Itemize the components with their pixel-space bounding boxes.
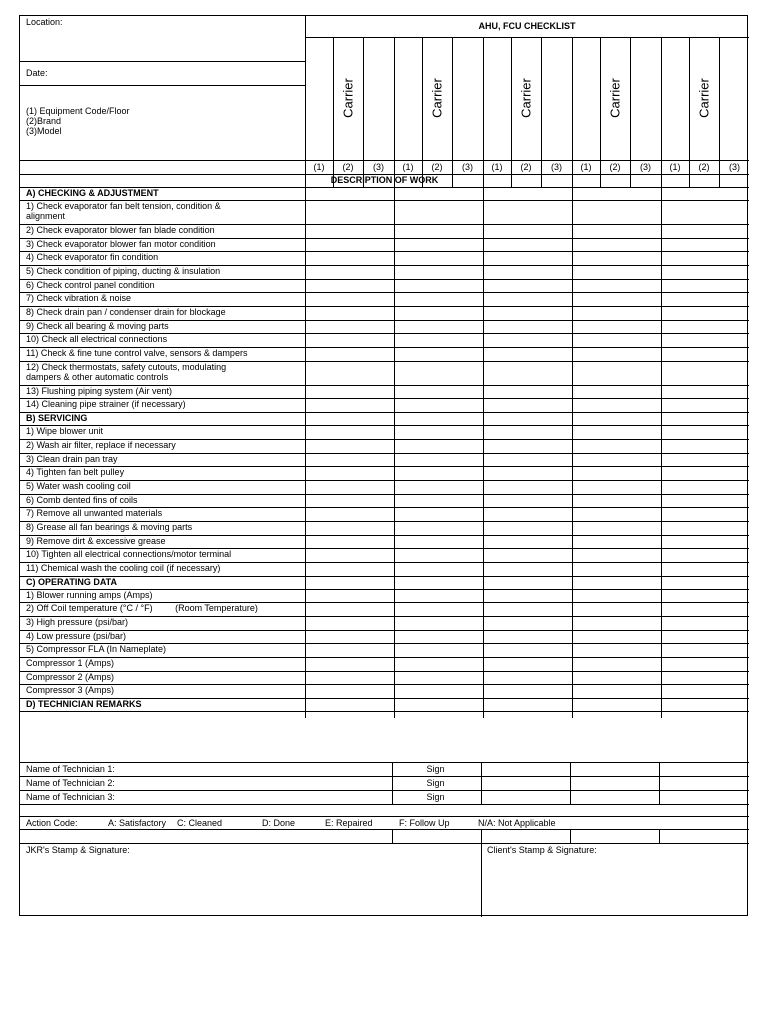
unit-2-check-cell[interactable] (394, 494, 483, 508)
unit-5-check-cell[interactable] (661, 671, 750, 685)
unit-5-check-cell[interactable] (661, 306, 750, 320)
unit-1-check-cell[interactable] (305, 279, 394, 293)
work-item-label: 3) Check evaporator blower fan motor condition (26, 238, 216, 249)
brand-label-unit-2: Carrier (429, 78, 445, 118)
unit-1-check-cell[interactable] (305, 453, 394, 467)
technician-1-signature-field[interactable] (481, 762, 749, 776)
work-item-label: 1) Blower running amps (Amps) (26, 589, 153, 600)
grid-line (481, 829, 482, 843)
unit-4-check-cell[interactable] (572, 320, 661, 334)
unit-5-check-cell[interactable] (661, 398, 750, 412)
unit-5-check-cell[interactable] (661, 602, 750, 616)
unit-4-check-cell[interactable] (572, 548, 661, 562)
unit-2-check-cell[interactable] (394, 657, 483, 671)
unit-4-sub-label-1: (1) (580, 162, 592, 172)
checklist-title: AHU, FCU CHECKLIST (478, 21, 576, 31)
unit-5-check-cell[interactable] (661, 385, 750, 399)
grid-line (392, 762, 393, 804)
unit-3-check-cell[interactable] (483, 306, 572, 320)
unit-2-check-cell[interactable] (394, 466, 483, 480)
grid-line (20, 816, 749, 817)
unit-4-check-cell[interactable] (572, 494, 661, 508)
technician-3-sign-label: Sign (426, 792, 445, 802)
unit-2-check-cell[interactable] (394, 602, 483, 616)
technician-2-signature-field[interactable] (481, 776, 749, 790)
work-item-label: 9) Check all bearing & moving parts (26, 320, 169, 331)
work-item-label: 4) Tighten fan belt pulley (26, 467, 125, 478)
grid-line (20, 160, 749, 161)
unit-3-check-cell[interactable] (483, 292, 572, 306)
unit-2-check-cell[interactable] (394, 224, 483, 238)
unit-2-check-cell[interactable] (394, 643, 483, 657)
unit-1-check-cell[interactable] (305, 265, 394, 279)
work-item-label: 12) Check thermostats, safety cutouts, modulating dampers & other automatic controls (26, 361, 227, 382)
unit-3-check-cell[interactable] (483, 265, 572, 279)
work-item-label: 10) Tighten all electrical connections/motor terminal (26, 549, 232, 560)
unit-3-check-cell[interactable] (483, 480, 572, 494)
unit-1-check-cell[interactable] (305, 602, 394, 616)
unit-1-check-cell[interactable] (305, 535, 394, 549)
unit-2-check-cell[interactable] (394, 616, 483, 630)
unit-5-check-cell[interactable] (661, 589, 750, 603)
action-code-label: Action Code: (26, 818, 78, 828)
unit-4-check-cell[interactable] (572, 616, 661, 630)
unit-4-check-cell[interactable] (572, 521, 661, 535)
unit-4-check-cell[interactable] (572, 630, 661, 644)
unit-2-check-cell[interactable] (394, 361, 483, 385)
unit-3-check-cell[interactable] (483, 602, 572, 616)
grid-line (570, 829, 571, 843)
action-code-item: A: Satisfactory (108, 818, 167, 828)
technician-1-sign-label: Sign (426, 764, 445, 774)
remarks-title: D) TECHNICIAN REMARKS (26, 699, 142, 709)
unit-3-check-cell[interactable] (483, 439, 572, 453)
unit-2-check-cell[interactable] (394, 320, 483, 334)
unit-5-check-cell[interactable] (661, 657, 750, 671)
technician-3-label: Name of Technician 3: (26, 792, 115, 802)
unit-1-check-cell[interactable] (305, 548, 394, 562)
unit-5-sub-label-1: (1) (669, 162, 681, 172)
unit-2-check-cell[interactable] (394, 425, 483, 439)
date-field[interactable] (60, 61, 305, 85)
section-2-title: B) SERVICING (26, 413, 88, 424)
work-item-label: Compressor 3 (Amps) (26, 685, 115, 696)
location-label: Location: (26, 17, 63, 27)
technician-2-name-field[interactable] (130, 776, 390, 790)
technician-1-label: Name of Technician 1: (26, 764, 115, 774)
unit-1-check-cell[interactable] (305, 347, 394, 361)
unit-3-check-cell[interactable] (483, 361, 572, 385)
unit-5-check-cell[interactable] (661, 548, 750, 562)
unit-1-check-cell[interactable] (305, 224, 394, 238)
work-item-label: 7) Check vibration & noise (26, 293, 132, 304)
unit-5-sub-label-3: (3) (729, 162, 740, 172)
work-item-label: 3) Clean drain pan tray (26, 453, 118, 464)
unit-3-check-cell[interactable] (483, 657, 572, 671)
unit-2-check-cell[interactable] (394, 333, 483, 347)
unit-5-check-cell[interactable] (661, 279, 750, 293)
unit-4-check-cell[interactable] (572, 602, 661, 616)
unit-3-check-cell[interactable] (483, 320, 572, 334)
action-code-item: D: Done (262, 818, 296, 828)
unit-5-check-cell[interactable] (661, 521, 750, 535)
grid-line (570, 762, 571, 804)
unit-2-check-cell[interactable] (394, 562, 483, 576)
unit-1-check-cell[interactable] (305, 684, 394, 698)
unit-3-check-cell[interactable] (483, 535, 572, 549)
unit-1-check-cell[interactable] (305, 589, 394, 603)
unit-2-check-cell[interactable] (394, 347, 483, 361)
unit-4-check-cell[interactable] (572, 306, 661, 320)
work-item-label: 8) Check drain pan / condenser drain for blockage (26, 307, 226, 318)
section-3-title: C) OPERATING DATA (26, 576, 117, 587)
unit-5-check-cell[interactable] (661, 425, 750, 439)
unit-1-check-cell[interactable] (305, 333, 394, 347)
grid-line (20, 804, 749, 805)
grid-line (659, 762, 660, 804)
technician-1-name-field[interactable] (130, 762, 390, 776)
unit-2-sub-label-3: (3) (462, 162, 473, 172)
unit-4-check-cell[interactable] (572, 279, 661, 293)
technician-3-signature-field[interactable] (481, 790, 749, 804)
unit-3-check-cell[interactable] (483, 347, 572, 361)
unit-5-check-cell[interactable] (661, 643, 750, 657)
unit-1-check-cell[interactable] (305, 425, 394, 439)
unit-3-check-cell[interactable] (483, 333, 572, 347)
unit-5-check-cell[interactable] (661, 224, 750, 238)
unit-2-check-cell[interactable] (394, 251, 483, 265)
work-item-label: 11) Chemical wash the cooling coil (if necessary) (26, 562, 221, 573)
work-item-label: 5) Check condition of piping, ducting & insulation (26, 266, 221, 277)
unit-2-check-cell[interactable] (394, 671, 483, 685)
unit-4-col-3-entry[interactable] (630, 37, 661, 160)
brand-label-unit-1: Carrier (340, 78, 356, 118)
work-item-label: 11) Check & fine tune control valve, sensors & dampers (26, 348, 248, 359)
unit-1-check-cell[interactable] (305, 507, 394, 521)
unit-5-check-cell[interactable] (661, 347, 750, 361)
section-1-title: A) CHECKING & ADJUSTMENT (26, 188, 159, 198)
unit-1-check-cell[interactable] (305, 480, 394, 494)
unit-1-check-cell[interactable] (305, 306, 394, 320)
brand-label-unit-5: Carrier (696, 78, 712, 118)
unit-1-check-cell[interactable] (305, 630, 394, 644)
unit-2-check-cell[interactable] (394, 439, 483, 453)
unit-1-check-cell[interactable] (305, 200, 394, 224)
work-item-label: 9) Remove dirt & excessive grease (26, 535, 166, 546)
unit-1-sub-label-2: (2) (342, 162, 354, 172)
unit-3-col-1-entry[interactable] (483, 37, 511, 160)
unit-4-check-cell[interactable] (572, 589, 661, 603)
work-item-label: 14) Cleaning pipe strainer (if necessary) (26, 399, 186, 410)
unit-3-check-cell[interactable] (483, 224, 572, 238)
work-item-label: 2) Check evaporator blower fan blade condition (26, 225, 215, 235)
unit-4-sub-label-2: (2) (609, 162, 621, 172)
unit-4-check-cell[interactable] (572, 425, 661, 439)
work-item-label: Compressor 2 (Amps) (26, 671, 115, 682)
unit-3-check-cell[interactable] (483, 200, 572, 224)
grid-line (20, 829, 749, 830)
work-item-label: Compressor 1 (Amps) (26, 658, 115, 669)
remarks-field[interactable] (20, 712, 749, 762)
unit-5-col-3-entry[interactable] (719, 37, 750, 160)
unit-2-check-cell[interactable] (394, 200, 483, 224)
unit-3-check-cell[interactable] (483, 630, 572, 644)
unit-4-check-cell[interactable] (572, 507, 661, 521)
action-code-item: C: Cleaned (177, 818, 223, 828)
unit-3-check-cell[interactable] (483, 238, 572, 252)
brand-label-unit-3: Carrier (518, 78, 534, 118)
unit-4-check-cell[interactable] (572, 684, 661, 698)
unit-4-check-cell[interactable] (572, 238, 661, 252)
unit-2-sub-label-1: (1) (402, 162, 414, 172)
unit-4-check-cell[interactable] (572, 361, 661, 385)
unit-5-check-cell[interactable] (661, 333, 750, 347)
unit-3-check-cell[interactable] (483, 385, 572, 399)
unit-5-check-cell[interactable] (661, 616, 750, 630)
unit-3-check-cell[interactable] (483, 684, 572, 698)
unit-2-check-cell[interactable] (394, 306, 483, 320)
unit-5-check-cell[interactable] (661, 535, 750, 549)
unit-4-check-cell[interactable] (572, 657, 661, 671)
unit-4-check-cell[interactable] (572, 200, 661, 224)
unit-5-check-cell[interactable] (661, 361, 750, 385)
unit-1-check-cell[interactable] (305, 361, 394, 385)
unit-5-sub-label-2: (2) (698, 162, 710, 172)
unit-3-check-cell[interactable] (483, 616, 572, 630)
unit-3-check-cell[interactable] (483, 466, 572, 480)
unit-1-check-cell[interactable] (305, 238, 394, 252)
unit-1-sub-label-3: (3) (373, 162, 384, 172)
unit-5-col-1-entry[interactable] (661, 37, 689, 160)
work-item-label: 5) Compressor FLA (In Nameplate) (26, 644, 167, 655)
grid-line (659, 829, 660, 843)
unit-1-sub-label-1: (1) (313, 162, 325, 172)
unit-4-check-cell[interactable] (572, 466, 661, 480)
unit-3-check-cell[interactable] (483, 643, 572, 657)
unit-4-check-cell[interactable] (572, 292, 661, 306)
technician-3-name-field[interactable] (130, 790, 390, 804)
unit-3-check-cell[interactable] (483, 507, 572, 521)
unit-5-check-cell[interactable] (661, 238, 750, 252)
unit-3-check-cell[interactable] (483, 453, 572, 467)
unit-5-check-cell[interactable] (661, 292, 750, 306)
unit-1-check-cell[interactable] (305, 657, 394, 671)
unit-4-check-cell[interactable] (572, 643, 661, 657)
unit-2-sub-label-2: (2) (431, 162, 443, 172)
action-code-item: F: Follow Up (399, 818, 450, 828)
unit-3-check-cell[interactable] (483, 494, 572, 508)
unit-3-sub-label-3: (3) (551, 162, 562, 172)
unit-2-check-cell[interactable] (394, 630, 483, 644)
work-item-label: 2) Wash air filter, replace if necessary (26, 439, 176, 450)
unit-5-check-cell[interactable] (661, 466, 750, 480)
unit-2-check-cell[interactable] (394, 684, 483, 698)
unit-5-check-cell[interactable] (661, 200, 750, 224)
work-item-label: 4) Check evaporator fin condition (26, 252, 159, 263)
unit-1-check-cell[interactable] (305, 292, 394, 306)
unit-1-check-cell[interactable] (305, 643, 394, 657)
work-item-label: 6) Comb dented fins of coils (26, 494, 138, 505)
unit-1-check-cell[interactable] (305, 494, 394, 508)
unit-3-check-cell[interactable] (483, 251, 572, 265)
unit-5-check-cell[interactable] (661, 320, 750, 334)
work-item-label: 10) Check all electrical connections (26, 334, 168, 345)
unit-5-check-cell[interactable] (661, 480, 750, 494)
unit-4-check-cell[interactable] (572, 453, 661, 467)
unit-3-check-cell[interactable] (483, 425, 572, 439)
unit-4-check-cell[interactable] (572, 439, 661, 453)
unit-3-check-cell[interactable] (483, 521, 572, 535)
unit-1-check-cell[interactable] (305, 562, 394, 576)
unit-4-check-cell[interactable] (572, 385, 661, 399)
unit-3-check-cell[interactable] (483, 589, 572, 603)
unit-3-check-cell[interactable] (483, 548, 572, 562)
unit-2-check-cell[interactable] (394, 548, 483, 562)
action-code-item: E: Repaired (325, 818, 373, 828)
date-label: Date: (26, 68, 48, 78)
unit-2-check-cell[interactable] (394, 535, 483, 549)
work-item-label: 7) Remove all unwanted materials (26, 508, 163, 519)
grid-line (481, 762, 482, 804)
unit-3-sub-label-2: (2) (520, 162, 532, 172)
unit-4-check-cell[interactable] (572, 480, 661, 494)
description-of-work-title: DESCRIPTION OF WORK (330, 175, 439, 185)
unit-2-check-cell[interactable] (394, 279, 483, 293)
unit-4-check-cell[interactable] (572, 251, 661, 265)
unit-1-check-cell[interactable] (305, 616, 394, 630)
unit-4-check-cell[interactable] (572, 562, 661, 576)
unit-4-check-cell[interactable] (572, 265, 661, 279)
unit-4-check-cell[interactable] (572, 347, 661, 361)
unit-2-check-cell[interactable] (394, 589, 483, 603)
unit-2-check-cell[interactable] (394, 453, 483, 467)
unit-1-check-cell[interactable] (305, 320, 394, 334)
unit-2-check-cell[interactable] (394, 385, 483, 399)
unit-4-check-cell[interactable] (572, 535, 661, 549)
unit-2-check-cell[interactable] (394, 507, 483, 521)
unit-4-check-cell[interactable] (572, 398, 661, 412)
unit-5-check-cell[interactable] (661, 439, 750, 453)
unit-3-check-cell[interactable] (483, 279, 572, 293)
work-item-label: 4) Low pressure (psi/bar) (26, 630, 127, 641)
unit-5-check-cell[interactable] (661, 562, 750, 576)
work-item-label: 3) High pressure (psi/bar) (26, 617, 129, 627)
unit-2-check-cell[interactable] (394, 398, 483, 412)
unit-1-check-cell[interactable] (305, 385, 394, 399)
grid-line (392, 829, 393, 843)
unit-5-check-cell[interactable] (661, 265, 750, 279)
unit-2-check-cell[interactable] (394, 238, 483, 252)
unit-1-check-cell[interactable] (305, 439, 394, 453)
work-item-label: 5) Water wash cooling coil (26, 480, 131, 491)
unit-5-check-cell[interactable] (661, 684, 750, 698)
location-field[interactable] (80, 16, 305, 61)
unit-4-col-1-entry[interactable] (572, 37, 600, 160)
unit-5-check-cell[interactable] (661, 494, 750, 508)
unit-4-check-cell[interactable] (572, 671, 661, 685)
action-code-item: N/A: Not Applicable (478, 818, 556, 828)
client-stamp-label[interactable]: Client's Stamp & Signature: (487, 845, 597, 855)
unit-1-check-cell[interactable] (305, 398, 394, 412)
unit-5-check-cell[interactable] (661, 630, 750, 644)
unit-3-sub-label-1: (1) (491, 162, 503, 172)
jkr-stamp-label[interactable]: JKR's Stamp & Signature: (26, 845, 130, 855)
unit-1-check-cell[interactable] (305, 521, 394, 535)
unit-5-check-cell[interactable] (661, 507, 750, 521)
unit-2-check-cell[interactable] (394, 521, 483, 535)
work-item-label: 1) Check evaporator fan belt tension, condition & alignment (26, 201, 221, 221)
unit-3-check-cell[interactable] (483, 398, 572, 412)
unit-1-check-cell[interactable] (305, 251, 394, 265)
unit-2-check-cell[interactable] (394, 480, 483, 494)
unit-4-check-cell[interactable] (572, 224, 661, 238)
technician-2-label: Name of Technician 2: (26, 778, 115, 788)
work-item-label: 1) Wipe blower unit (26, 426, 104, 437)
unit-3-col-3-entry[interactable] (541, 37, 572, 160)
unit-1-check-cell[interactable] (305, 671, 394, 685)
work-item-label: 13) Flushing piping system (Air vent) (26, 385, 173, 396)
unit-2-col-1-entry[interactable] (394, 37, 422, 160)
unit-4-sub-label-3: (3) (640, 162, 651, 172)
work-item-label: 8) Grease all fan bearings & moving parts (26, 521, 193, 532)
work-item-label: 2) Off Coil temperature (°C / °F) (Room Temperature) (26, 603, 258, 614)
unit-3-check-cell[interactable] (483, 562, 572, 576)
unit-1-check-cell[interactable] (305, 466, 394, 480)
work-item-label: 6) Check control panel condition (26, 279, 155, 290)
unit-5-check-cell[interactable] (661, 251, 750, 265)
unit-3-check-cell[interactable] (483, 671, 572, 685)
unit-2-check-cell[interactable] (394, 265, 483, 279)
equipment-legend: (1) Equipment Code/Floor (2)Brand (3)Model (26, 106, 130, 136)
unit-2-check-cell[interactable] (394, 292, 483, 306)
unit-4-check-cell[interactable] (572, 333, 661, 347)
technician-2-sign-label: Sign (426, 778, 445, 788)
unit-2-col-3-entry[interactable] (452, 37, 483, 160)
brand-label-unit-4: Carrier (607, 78, 623, 118)
unit-1-col-1-entry[interactable] (305, 37, 333, 160)
unit-5-check-cell[interactable] (661, 453, 750, 467)
checklist-form (19, 15, 748, 916)
unit-1-col-3-entry[interactable] (363, 37, 394, 160)
